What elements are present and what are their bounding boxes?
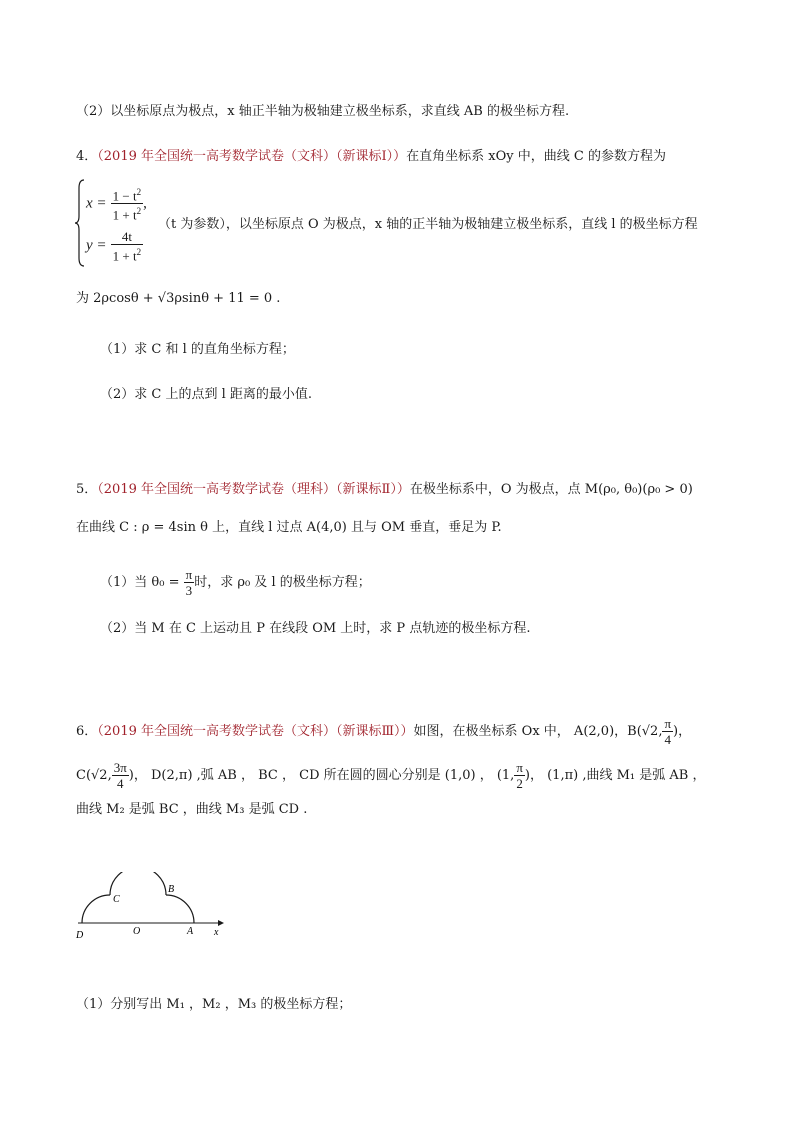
q5-number: 5．: [76, 482, 98, 497]
q3-part2: （2）以坐标原点为极点，x 轴正半轴为极轴建立极坐标系，求直线 AB 的极坐标方程.: [76, 104, 570, 119]
label-C: C: [113, 894, 120, 905]
q6-intro: 如图，在极坐标系 Ox 中， A(2,0)，B(√2,: [413, 724, 663, 739]
q4-system-x: x = $\frac{1 - t^2}{1 + t^2}$ ,: [86, 187, 147, 223]
q6-part1: （1）分别写出 M₁ ，M₂ ，M₃ 的极坐标方程；: [76, 997, 352, 1012]
q5-part2: （2）当 M 在 C 上运动且 P 在线段 OM 上时，求 P 点轨迹的极坐标方程.: [100, 621, 531, 636]
q4-part1: （1）求 C 和 l 的直角坐标方程；: [100, 342, 295, 357]
q4-number: 4．: [76, 149, 98, 164]
q4-part2: （2）求 C 上的点到 l 距离的最小值.: [100, 387, 313, 402]
q5-header: [76, 481, 693, 499]
label-A: A: [187, 926, 194, 937]
label-B: B: [168, 884, 175, 895]
q5-intro: 在极坐标系中，O 为极点，点 M(ρ₀, θ₀)(ρ₀ > 0): [409, 482, 693, 497]
q4-equation-line: 为 2ρcosθ + √3ρsinθ + 11 = 0 .: [76, 291, 281, 306]
q6-line2: C(√2, $\frac{3\pi}{4}$ )， D(2,π) ,弧 AB ， BC ， CD 所在圆的圆心分别是 (1,0) ， (1, $\frac{\pi}{2}$ )， (1,π) ,曲线 M₁ 是弧 AB ，: [76, 760, 706, 791]
q4-system-brace: [74, 178, 86, 268]
q6-number: 6．: [76, 724, 98, 739]
q6-arc-diagram: [74, 872, 234, 944]
label-D: D: [76, 930, 84, 941]
q4-system-y: y = $\frac{4t}{1 + t^2}$: [86, 229, 142, 264]
q4-header: [76, 148, 666, 166]
arc-CD: [82, 895, 110, 923]
q6-header: 6．（2019 年全国统一高考数学试卷（文科）（新课标Ⅲ））如图，在极坐标系 Ox 中， A(2,0)，B(√2, $\frac{\pi}{4}$ )，: [76, 716, 692, 747]
q6-line3: 曲线 M₂ 是弧 BC ，曲线 M₃ 是弧 CD .: [76, 802, 308, 817]
q5-line2: 在曲线 C : ρ = 4sin θ 上，直线 l 过点 A(4,0) 且与 OM 垂直，垂足为 P.: [76, 520, 502, 535]
q5-part1: （1）当 θ₀ = $\frac{\pi}{3}$ 时，求 ρ₀ 及 l 的极坐标方程；: [100, 567, 371, 598]
arc-AB: [166, 895, 194, 923]
q5-source: （2019 年全国统一高考数学试卷（理科）（新课标Ⅱ））: [97, 482, 410, 497]
q6-source: （2019 年全国统一高考数学试卷（文科）（新课标Ⅲ））: [97, 724, 414, 739]
q4-source: （2019 年全国统一高考数学试卷（文科）（新课标Ⅰ））: [97, 149, 407, 164]
label-O: O: [133, 926, 141, 937]
axis-arrow: [218, 920, 224, 926]
arc-BC: [110, 872, 166, 895]
q4-after-system: （t 为参数），以坐标原点 O 为极点，x 轴的正半轴为极轴建立极坐标系，直线 l 的极坐标方程: [158, 217, 698, 232]
q4-intro: 在直角坐标系 xOy 中，曲线 C 的参数方程为: [406, 149, 666, 164]
label-x: x: [214, 927, 219, 938]
